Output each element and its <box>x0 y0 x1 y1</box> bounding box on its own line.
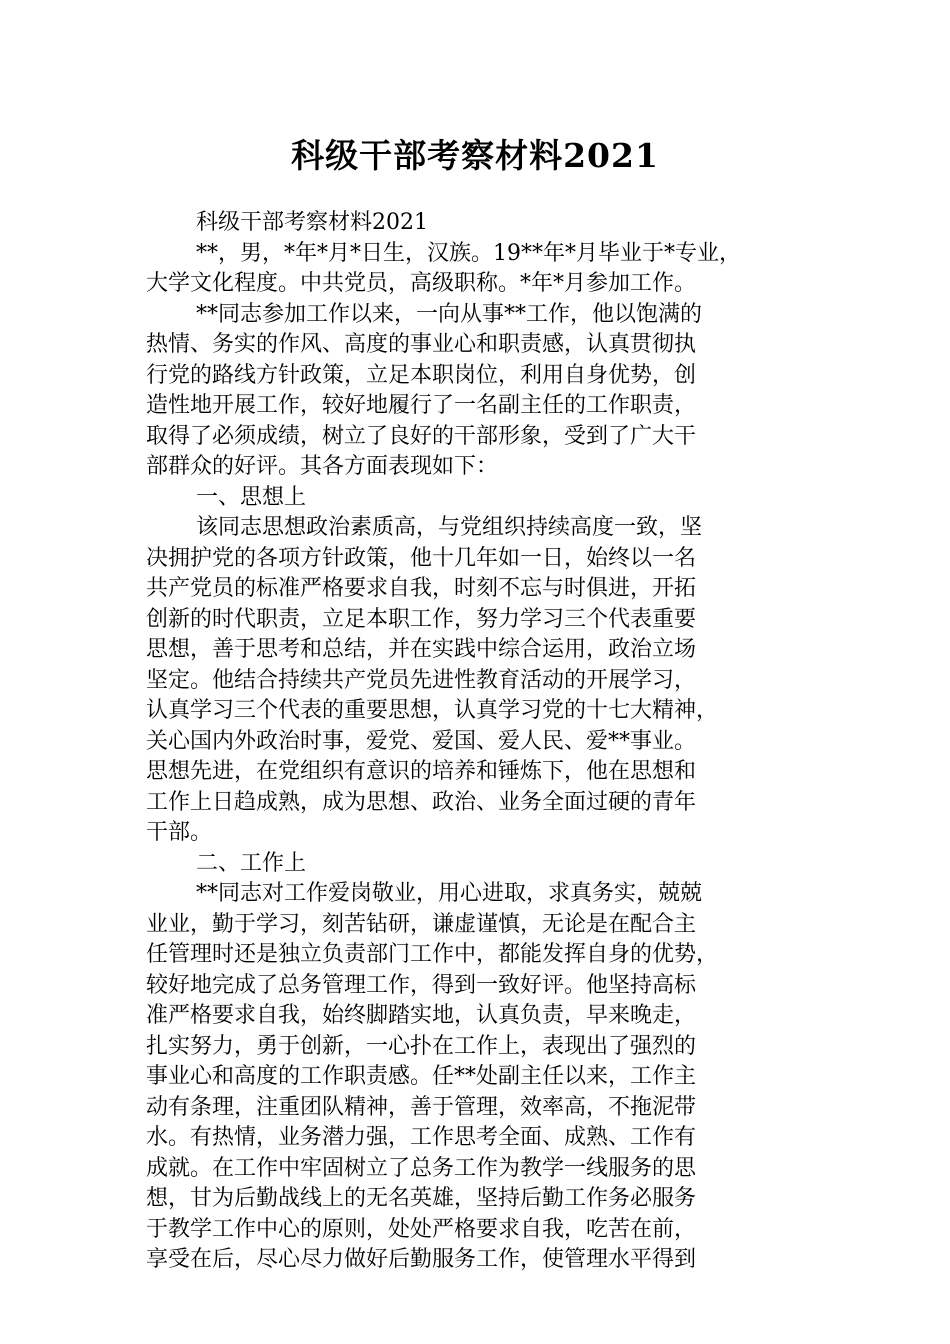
text-line: 思想，善于思考和总结，并在实践中综合运用，政治立场 <box>146 637 697 662</box>
text-line: 热情、务实的作风、高度的事业心和职责感，认真贯彻执 <box>146 332 697 357</box>
text-line: 创新的时代职责，立足本职工作，努力学习三个代表重要 <box>146 606 697 632</box>
text-line: 准严格要求自我，始终脚踏实地，认真负责，早来晚走， <box>146 1003 697 1028</box>
text-line: 造性地开展工作，较好地履行了一名副主任的工作职责， <box>146 393 697 418</box>
text-line: 大学文化程度。中共党员，高级职称。*年*月参加工作。 <box>146 271 697 296</box>
text-line: 共产党员的标准严格要求自我，时刻不忘与时俱进，开拓 <box>146 576 697 601</box>
text-line: 二、工作上 <box>196 850 307 876</box>
text-line: 动有条理，注重团队精神，善于管理，效率高，不拖泥带 <box>146 1094 697 1120</box>
text-line: 事业心和高度的工作职责感。任**处副主任以来，工作主 <box>146 1064 697 1089</box>
text-line: 该同志思想政治素质高，与党组织持续高度一致，坚 <box>196 515 703 540</box>
text-line: 关心国内外政治时事，爱党、爱国、爱人民、爱**事业。 <box>146 728 697 754</box>
text-line: 享受在后，尽心尽力做好后勤服务工作，使管理水平得到 <box>146 1247 697 1272</box>
text-line: 取得了必须成绩，树立了良好的干部形象，受到了广大干 <box>146 423 697 449</box>
text-line: **同志参加工作以来，一向从事**工作，他以饱满的 <box>196 301 703 327</box>
text-line: 部群众的好评。其各方面表现如下： <box>146 454 499 479</box>
text-line: 想，甘为后勤战线上的无名英雄，坚持后勤工作务必服务 <box>146 1186 697 1211</box>
text-line: 任管理时还是独立负责部门工作中，都能发挥自身的优势， <box>146 942 719 967</box>
text-line: 决拥护党的各项方针政策，他十几年如一日，始终以一名 <box>146 545 697 571</box>
text-line: 行党的路线方针政策，立足本职岗位，利用自身优势，创 <box>146 362 697 388</box>
text-line: 成就。在工作中牢固树立了总务工作为教学一线服务的思 <box>146 1155 697 1181</box>
text-line: 于教学工作中心的原则，处处严格要求自我，吃苦在前， <box>146 1216 697 1242</box>
text-line: 科级干部考察材料2021 <box>196 210 428 235</box>
text-line: **，男，*年*月*日生，汉族。19**年*月毕业于*专业， <box>196 240 741 266</box>
text-line: **同志对工作爱岗敬业，用心进取，求真务实，兢兢 <box>196 881 703 906</box>
text-line: 业业，勤于学习，刻苦钻研，谦虚谨慎，无论是在配合主 <box>146 911 697 937</box>
text-line: 坚定。他结合持续共产党员先进性教育活动的开展学习， <box>146 667 697 693</box>
document-title: 科级干部考察材料2021 <box>291 136 659 175</box>
document-body <box>146 208 804 1276</box>
text-line: 水。有热情，业务潜力强，工作思考全面、成熟、工作有 <box>146 1125 697 1150</box>
text-line: 一、思想上 <box>196 484 307 510</box>
text-line: 扎实努力，勇于创新，一心扑在工作上，表现出了强烈的 <box>146 1033 697 1059</box>
text-line: 干部。 <box>146 820 213 845</box>
text-line: 认真学习三个代表的重要思想，认真学习党的十七大精神， <box>146 698 719 723</box>
text-line: 较好地完成了总务管理工作，得到一致好评。他坚持高标 <box>146 972 697 998</box>
text-line: 思想先进，在党组织有意识的培养和锤炼下，他在思想和 <box>146 759 697 784</box>
text-line: 工作上日趋成熟，成为思想、政治、业务全面过硬的青年 <box>146 789 697 815</box>
